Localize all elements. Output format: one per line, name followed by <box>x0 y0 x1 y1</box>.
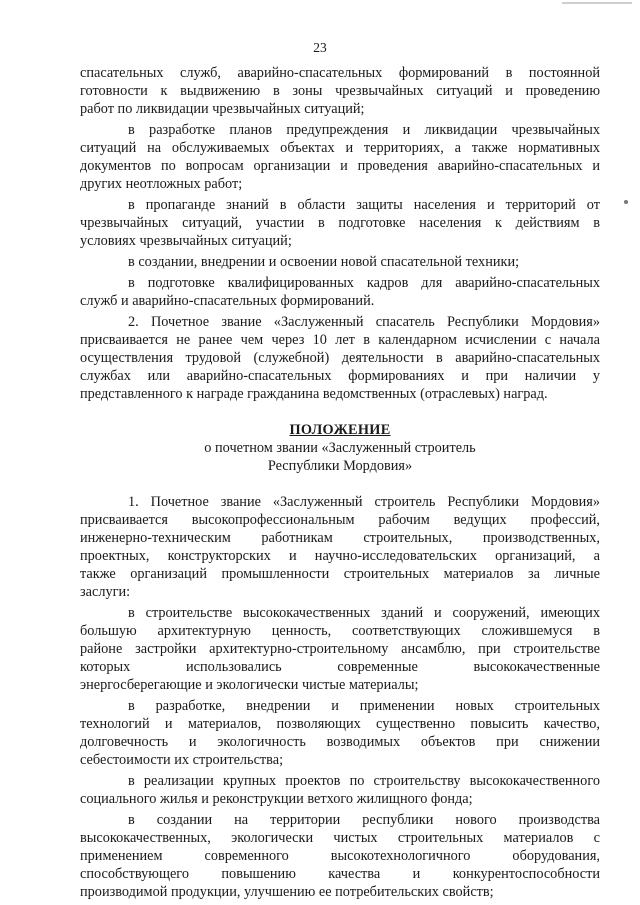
text-line: службах или аварийно-спасательных формированиях и при наличии у <box>80 368 600 384</box>
text-line: социального жилья и реконструкции ветхого жилищного фонда; <box>80 791 473 807</box>
text-line: представленного к награде гражданина ведомственных (отраслевых) наград. <box>80 386 548 402</box>
text-line: в разработке, внедрении и применении новых строительных <box>128 698 600 714</box>
text-line: работ по ликвидации чрезвычайных ситуаций; <box>80 101 365 117</box>
text-line: служб и аварийно-спасательных формирований. <box>80 293 375 309</box>
text-line: 2. Почетное звание «Заслуженный спасатель Республики Мордовия» <box>128 314 600 330</box>
text-line: энергосберегающие и экологически чистые материалы; <box>80 677 419 693</box>
text-line: осуществления трудовой (служебной) деятельности в аварийно-спасательных <box>80 350 600 366</box>
text-line: в реализации крупных проектов по строительству высококачественного <box>128 773 600 789</box>
section-subtitle-line-1: о почетном звании «Заслуженный строитель <box>204 440 476 456</box>
text-line: заслуги: <box>80 584 131 600</box>
text-line: спасательных служб, аварийно-спасательных формирований в постоянной <box>80 65 600 81</box>
text-line: долговечность и экологичность возводимых объектов при снижении <box>80 734 600 750</box>
text-line: условиях чрезвычайных ситуаций; <box>80 233 292 249</box>
text-line: документов по вопросам организации и проведения аварийно-спасательных и <box>80 158 600 174</box>
text-line: в строительстве высококачественных зданий и сооружений, имеющих <box>128 605 600 621</box>
text-line: также организаций промышленности строительных материалов за личные <box>80 566 600 582</box>
text-line: ситуаций на обслуживаемых объектах и территориях, а также нормативных <box>80 140 600 156</box>
section-heading: ПОЛОЖЕНИЕ <box>289 422 391 438</box>
page-number: 23 <box>313 40 327 55</box>
text-line: чрезвычайных ситуаций, участии в подготовке населения к действиям в <box>80 215 600 231</box>
text-line: инженерно-техническим работникам строительных, производственных, <box>80 530 600 546</box>
text-line: в создании на территории республики нового производства <box>128 812 600 828</box>
text-line: высококачественных, экологически чистых строительных материалов с <box>80 830 600 846</box>
text-line: себестоимости их строительства; <box>80 752 284 768</box>
text-line: других неотложных работ; <box>80 176 243 192</box>
section-subtitle-line-2: Республики Мордовия» <box>267 458 413 474</box>
text-line: проектных, конструкторских и научно-исследовательских организаций, а <box>80 548 600 564</box>
text-line: большую архитектурную ценность, соответствующих сложившемуся в <box>80 623 600 639</box>
text-line: применением современного высокотехнологичного оборудования, <box>80 848 600 864</box>
text-line: производимой продукции, улучшению ее потребительских свойств; <box>80 884 494 900</box>
text-line: присваивается высокопрофессиональным рабочим ведущих профессий, <box>80 512 600 528</box>
text-line: в создании, внедрении и освоении новой спасательной техники; <box>128 254 520 270</box>
scan-speck <box>624 200 628 204</box>
text-line: в разработке планов предупреждения и ликвидации чрезвычайных <box>128 122 600 138</box>
text-line: районе застройки архитектурно-строительному ансамблю, при строительстве <box>80 641 600 657</box>
text-line: которых использовались современные высококачественные <box>80 659 600 675</box>
text-line: присваивается не ранее чем через 10 лет в календарном исчислении с начала <box>80 332 600 348</box>
text-line: технологий и материалов, позволяющих существенно повысить качество, <box>80 716 600 732</box>
text-line: готовности к выдвижению в зоны чрезвычайных ситуаций и проведению <box>80 83 600 99</box>
document-body <box>80 0 600 905</box>
text-line: 1. Почетное звание «Заслуженный строитель Республики Мордовия» <box>128 494 600 510</box>
text-line: способствующего повышению качества и конкурентоспособности <box>80 866 600 882</box>
text-line: в подготовке квалифицированных кадров для аварийно-спасательных <box>128 275 600 291</box>
text-line: в пропаганде знаний в области защиты населения и территорий от <box>128 197 600 213</box>
